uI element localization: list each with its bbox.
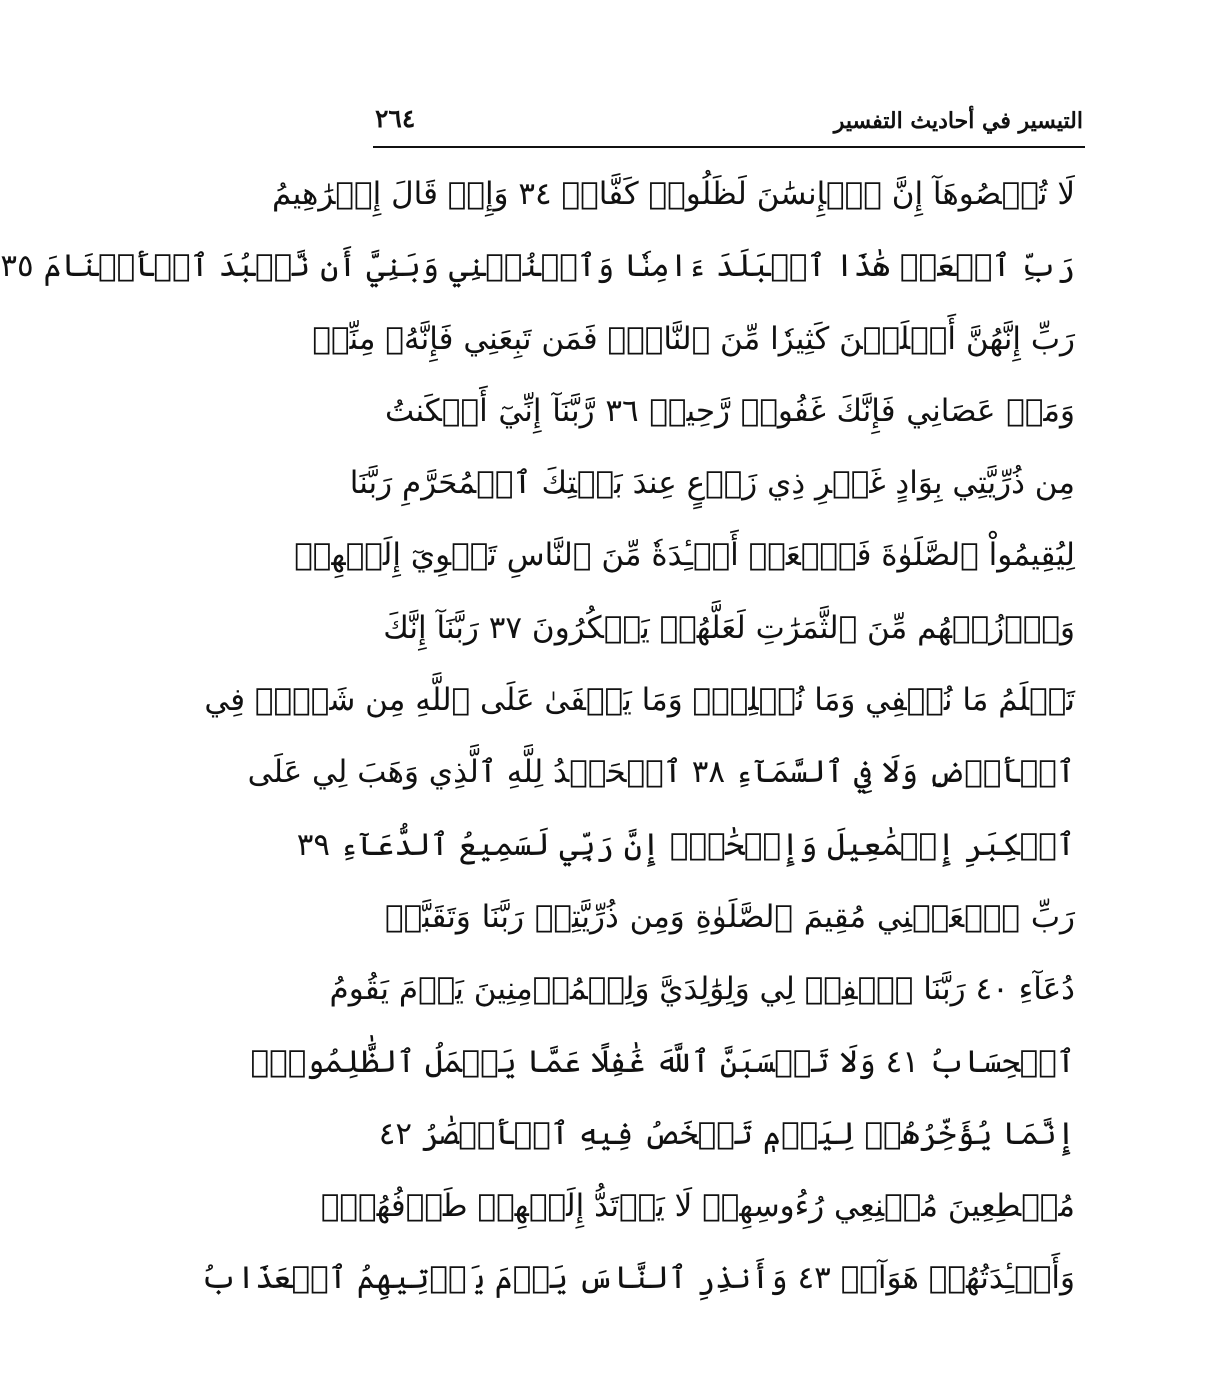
verse-line-12: دُعَآءِ ٤٠ رَبَّنَا ٱغۡفِرۡ لِي وَلِوَٰلِدَيَّ وَلِلۡمُؤۡمِنِينَ يَوۡمَ يَقُومُ <box>329 971 1075 1008</box>
header-divider <box>373 146 1085 148</box>
verse-line-16: وَأَفۡـِٔدَتُهُمۡ هَوَآءٞ ٤٣ وَأَنذِرِ ٱلنَّاسَ يَوۡمَ يَأۡتِيهِمُ ٱلۡعَذَابُ <box>200 1260 1075 1297</box>
verse-line-13: ٱلۡحِسَابُ ٤١ وَلَا تَحۡسَبَنَّ ٱللَّهَ غَٰفِلًا عَمَّا يَعۡمَلُ ٱلظَّٰلِمُونَۚ <box>250 1043 1075 1080</box>
verse-line-14: إِنَّمَا يُؤَخِّرُهُمۡ لِيَوۡمٖ تَشۡخَصُ فِيهِ ٱلۡأَبۡصَٰرُ ٤٢ <box>378 1115 1075 1152</box>
verse-line-9: ٱلۡأَرۡضِ وَلَا فِي ٱلسَّمَآءِ ٣٨ ٱلۡحَمۡدُ لِلَّهِ ٱلَّذِي وَهَبَ لِي عَلَى <box>247 754 1075 791</box>
verse-line-1: لَا تُحۡصُوهَآ إِنَّ ٱلۡإِنسَٰنَ لَظَلُومٞ كَفَّارٞ ٣٤ وَإِذۡ قَالَ إِبۡرَٰهِيمُ <box>271 176 1075 212</box>
verse-line-15: مُهۡطِعِينَ مُقۡنِعِي رُءُوسِهِمۡ لَا يَرۡتَدُّ إِلَيۡهِمۡ طَرۡفُهُمۡۖ <box>320 1188 1075 1225</box>
verse-line-4: وَمَنۡ عَصَانِي فَإِنَّكَ غَفُورٞ رَّحِيمٞ ٣٦ رَّبَّنَآ إِنِّيٓ أَسۡكَنتُ <box>385 392 1076 429</box>
page-number: ٢٦٤ <box>375 104 416 133</box>
verse-line-3: رَبِّ إِنَّهُنَّ أَضۡلَلۡنَ كَثِيرٗا مِّنَ ٱلنَّاسِۖ فَمَن تَبِعَنِي فَإِنَّهُۥ مِنِّيۖ <box>312 320 1075 357</box>
verse-text-block <box>0 158 1076 1315</box>
verse-line-7: وَٱرۡزُقۡهُم مِّنَ ٱلثَّمَرَٰتِ لَعَلَّهُمۡ يَشۡكُرُونَ ٣٧ رَبَّنَآ إِنَّكَ <box>383 609 1075 646</box>
verse-line-2: رَبِّ ٱجۡعَلۡ هَٰذَا ٱلۡبَلَدَ ءَامِنٗا وَٱجۡنُبۡنِي وَبَنِيَّ أَن نَّعۡبُدَ ٱلۡأَصۡنَامَ ٣٥ <box>0 248 1075 285</box>
running-title: التيسير في أحاديث التفسير <box>833 108 1083 134</box>
verse-line-10: ٱلۡكِبَرِ إِسۡمَٰعِيلَ وَإِسۡحَٰقَۚ إِنَّ رَبِّي لَسَمِيعُ ٱلدُّعَآءِ ٣٩ <box>296 826 1075 863</box>
verse-line-11: رَبِّ ٱجۡعَلۡنِي مُقِيمَ ٱلصَّلَوٰةِ وَمِن ذُرِّيَّتِيۚ رَبَّنَا وَتَقَبَّلۡ <box>385 898 1075 935</box>
verse-line-5: مِن ذُرِّيَّتِي بِوَادٍ غَيۡرِ ذِي زَرۡعٍ عِندَ بَيۡتِكَ ٱلۡمُحَرَّمِ رَبَّنَا <box>349 465 1075 502</box>
verse-line-8: تَعۡلَمُ مَا نُخۡفِي وَمَا نُعۡلِنُۗ وَمَا يَخۡفَىٰ عَلَى ٱللَّهِ مِن شَيۡءٖ فِي <box>204 682 1075 719</box>
verse-line-6: لِيُقِيمُواْ ٱلصَّلَوٰةَ فَٱجۡعَلۡ أَفۡـِٔدَةٗ مِّنَ ٱلنَّاسِ تَهۡوِيٓ إِلَيۡهِمۡ <box>294 537 1075 574</box>
page-header <box>375 100 1083 144</box>
